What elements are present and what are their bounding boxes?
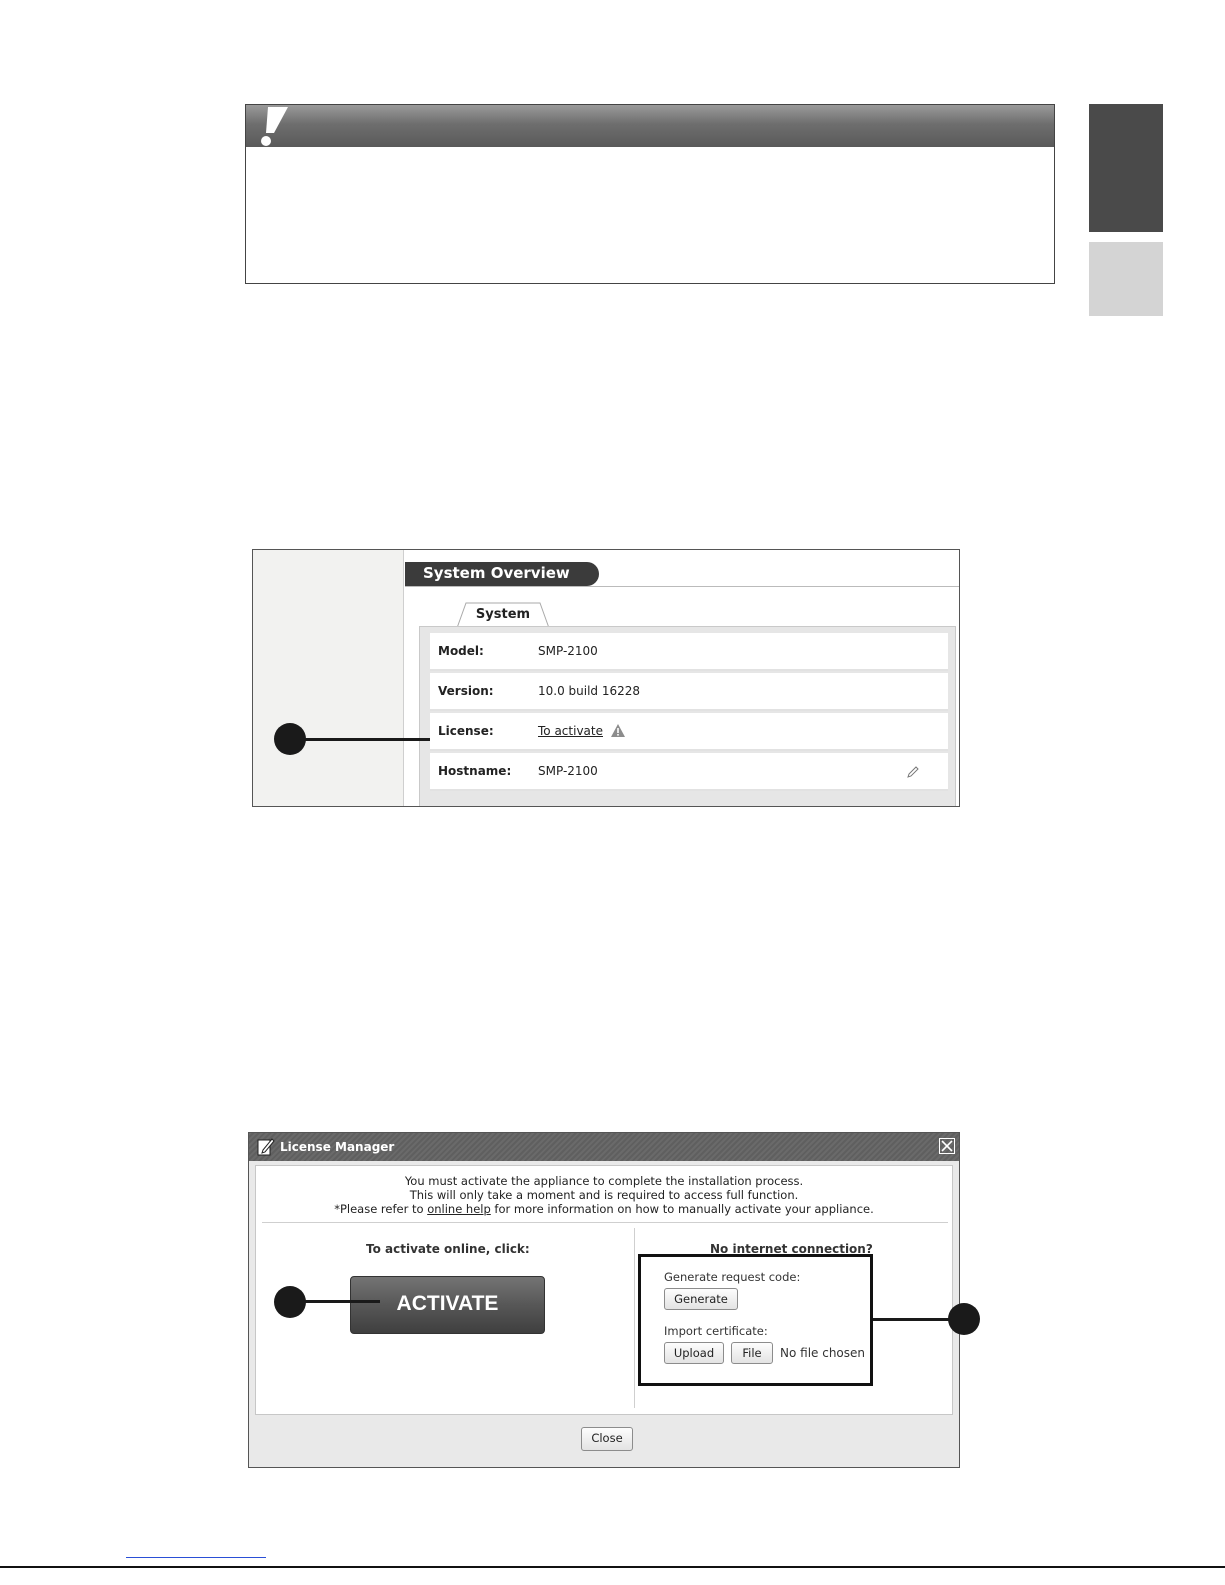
activate-button-label: ACTIVATE: [396, 1292, 499, 1315]
intro-text: *Please refer to: [334, 1202, 428, 1216]
callout-line: [300, 1300, 380, 1303]
system-overview-screenshot: [252, 549, 960, 807]
edit-pencil-icon[interactable]: [906, 765, 920, 779]
offline-highlight-box: [638, 1254, 873, 1386]
upload-button[interactable]: Upload: [664, 1342, 724, 1364]
row-value: SMP-2100: [538, 764, 598, 778]
page-bottom-rule: [0, 1566, 1225, 1568]
row-key: Hostname:: [438, 764, 512, 778]
license-document-icon: [257, 1137, 275, 1157]
generate-label: Generate request code:: [664, 1270, 801, 1284]
info-row-license: [430, 713, 948, 751]
chapter-tab-active: [1089, 104, 1163, 232]
close-icon[interactable]: [939, 1138, 955, 1154]
callout-line: [300, 738, 430, 741]
exclamation-icon: [252, 105, 288, 149]
callout-line: [873, 1318, 953, 1321]
row-value: 10.0 build 16228: [538, 684, 641, 698]
tab-label: System: [475, 607, 531, 622]
section-title-bar: [405, 562, 599, 586]
file-button[interactable]: File: [731, 1342, 773, 1364]
online-heading: To activate online, click:: [366, 1242, 530, 1256]
tab-system[interactable]: [456, 602, 550, 628]
callout-marker: [948, 1303, 980, 1335]
title-rule: [405, 586, 960, 587]
info-row-hostname: [430, 753, 948, 791]
warning-icon: [610, 723, 626, 738]
caution-header: [246, 105, 1054, 147]
row-key: Version:: [438, 684, 494, 698]
intro-line-help: [256, 1202, 952, 1216]
row-key: License:: [438, 724, 494, 738]
dialog-titlebar: [249, 1133, 959, 1161]
online-help-link[interactable]: online help: [427, 1202, 491, 1216]
import-label: Import certificate:: [664, 1324, 768, 1338]
activate-button[interactable]: [350, 1276, 545, 1334]
divider: [262, 1222, 948, 1223]
info-row-version: [430, 673, 948, 711]
caution-box: [245, 104, 1055, 284]
intro-text: for more information on how to manually activate your appliance.: [490, 1202, 874, 1216]
license-activate-link[interactable]: To activate: [538, 724, 603, 738]
intro-line: This will only take a moment and is required to access full function.: [409, 1188, 799, 1202]
generate-button[interactable]: Generate: [664, 1288, 738, 1310]
file-status: No file chosen: [780, 1346, 866, 1360]
info-panel: [419, 626, 956, 807]
close-button[interactable]: Close: [581, 1427, 633, 1451]
row-value: SMP-2100: [538, 644, 598, 658]
page-title: System Overview: [423, 564, 570, 582]
footnote-rule: [126, 1557, 266, 1558]
intro-line: You must activate the appliance to complete the installation process.: [404, 1174, 804, 1188]
offline-heading: No internet connection?: [710, 1242, 873, 1256]
info-row-model: [430, 633, 948, 671]
divider: [634, 1228, 635, 1408]
row-key: Model:: [438, 644, 484, 658]
sidebar: [253, 550, 404, 806]
chapter-tab: [1089, 242, 1163, 316]
dialog-title: License Manager: [280, 1140, 395, 1154]
